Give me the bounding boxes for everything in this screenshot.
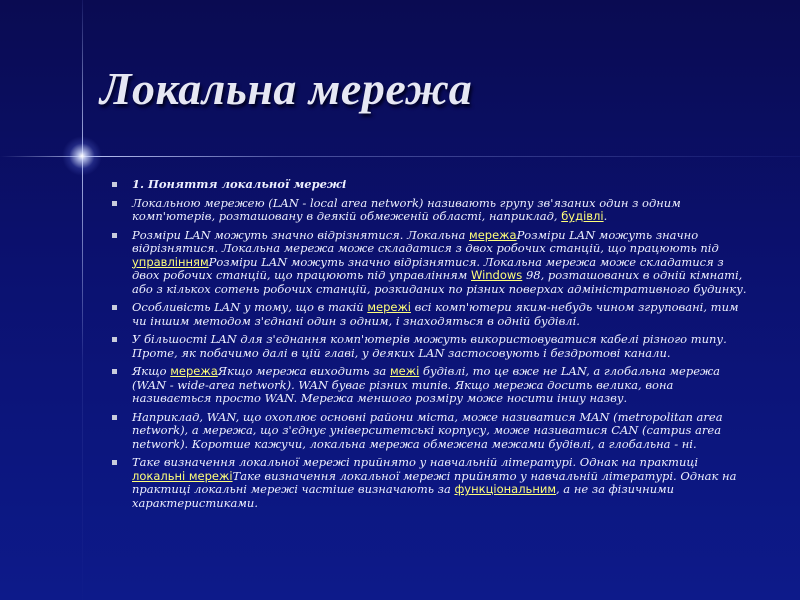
bullet-list xyxy=(110,178,750,515)
bullet-item xyxy=(110,197,750,224)
bullet-text: Якщо xyxy=(132,364,171,378)
bullet-square-icon xyxy=(112,201,117,206)
bullet-item xyxy=(110,365,750,406)
vertical-accent-line xyxy=(82,0,83,600)
hyperlink[interactable]: мережі xyxy=(367,300,411,314)
hyperlink[interactable]: функціональним xyxy=(454,482,556,496)
bullet-text: Розміри LAN можуть значно відрізнятися. Локальна мережа може складатися з двох робочих станцій, що працюють під xyxy=(132,227,719,255)
hyperlink[interactable]: мережа xyxy=(170,364,218,378)
bullet-item xyxy=(110,411,750,452)
bullet-text: . xyxy=(603,209,608,223)
hyperlink[interactable]: межі xyxy=(389,364,420,378)
bullet-text: Таке визначення локальної мережі прийнято у навчальній літературі. Однак на практиці локальні мережі частіше визначають за xyxy=(132,468,737,496)
bullet-text: Таке визначення локальної мережі прийнято у навчальній літературі. Однак на практиці xyxy=(132,455,699,469)
bullet-square-icon xyxy=(112,337,117,342)
bullet-item xyxy=(110,333,750,360)
bullet-text: Розміри LAN можуть значно відрізнятися. Локальна xyxy=(132,227,470,242)
hyperlink[interactable]: мережа xyxy=(469,227,517,242)
bullet-item xyxy=(110,456,750,510)
sparkle-icon xyxy=(62,136,102,176)
bullet-item xyxy=(110,178,750,192)
bullet-square-icon xyxy=(112,460,117,465)
hyperlink[interactable]: управлінням xyxy=(132,254,209,269)
bullet-text: 1. Поняття локальної мережі xyxy=(132,177,347,191)
hyperlink[interactable]: локальні мережі xyxy=(132,468,233,483)
bullet-text: Особливість LAN у тому, що в такій xyxy=(132,300,368,314)
bullet-text: 98, розташованих в одній кімнаті, або з кількох сотень робочих станцій, розкиданих по різних поверхах адміністративного будинку. xyxy=(132,268,747,296)
hyperlink[interactable]: Windows xyxy=(470,268,523,282)
bullet-square-icon xyxy=(112,233,117,238)
bullet-item xyxy=(110,229,750,297)
bullet-text: Локальною мережею (LAN - local area network) називають групу зв'язаних один з одним комп'ютерів, розташовану в деякій обмеженій області, наприклад, xyxy=(132,195,681,223)
bullet-item xyxy=(110,301,750,328)
bullet-text: будівлі, то це вже не LAN, а глобальна мережа (WAN - wide-area network). WAN буває різних типів. Якщо мережа досить велика, вона називається просто WAN. Мережа меншого розміру може носити іншу назву. xyxy=(132,364,720,405)
bullet-square-icon xyxy=(112,182,117,187)
bullet-text: , а не за фізичними характеристиками. xyxy=(132,482,675,510)
bullet-square-icon xyxy=(112,305,117,310)
horizontal-accent-line xyxy=(0,156,800,157)
slide-title: Локальна мережа xyxy=(100,63,473,114)
bullet-text: Наприклад, WAN, що охоплює основні райони міста, може називатися MAN (metropolitan area network), а мережа, що з'єднує університетські корпусу, може називатися CAN (campus area network). Коротше кажучи, локальна мережа обмежена межами будівлі, а глобальна - ні. xyxy=(132,409,723,451)
hyperlink[interactable]: будівлі xyxy=(561,209,604,223)
bullet-square-icon xyxy=(112,415,117,420)
bullet-text: всі комп'ютери яким-небудь чином згруповані, тим чи іншим методом з'єднані один з одним, і знаходяться в одній будівлі. xyxy=(132,300,739,328)
bullet-text: Розміри LAN можуть значно відрізнятися. Локальна мережа може складатися з двох робочих станцій, що працюють під управлінням xyxy=(132,254,724,282)
bullet-text: Якщо мережа виходить за xyxy=(217,364,390,378)
bullet-text: У більшості LAN для з'єднання комп'ютерів можуть використовуватися кабелі різного типу. Проте, як побачимо далі в цій главі, у деяких LAN застосовують і бездротові канали. xyxy=(132,332,727,360)
bullet-square-icon xyxy=(112,369,117,374)
